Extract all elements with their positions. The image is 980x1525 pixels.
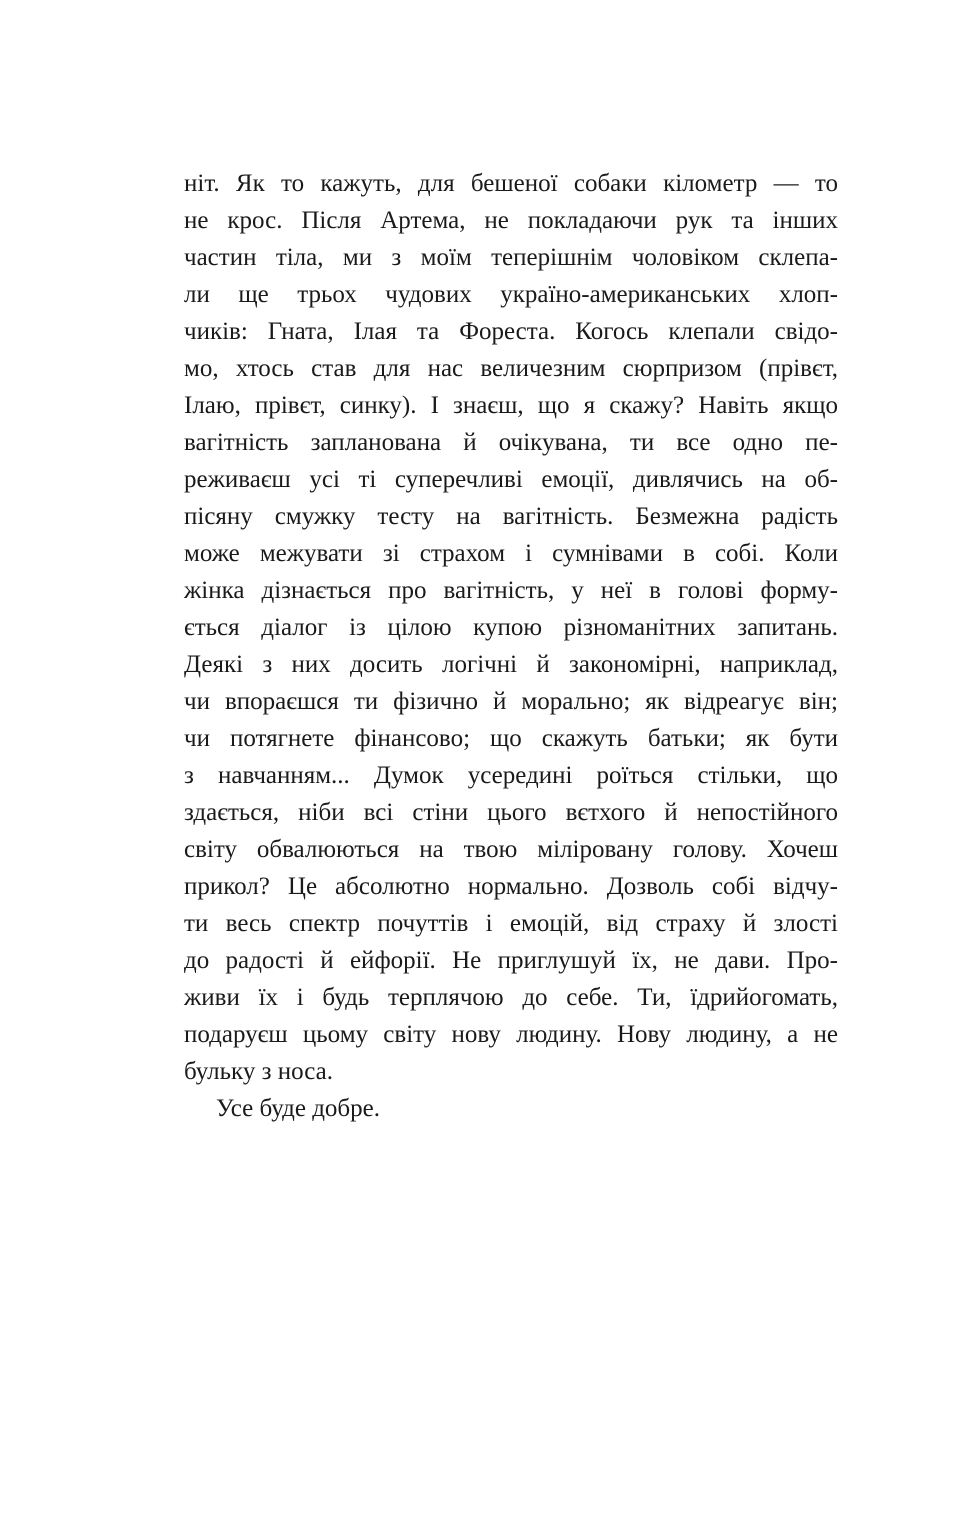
text-line-10: пісяну смужку тесту на вагітність. Безмежна радість (184, 503, 838, 530)
text-line-4: ли ще трьох чудових україно-американських хлоп- (184, 281, 838, 308)
text-line-22: до радості й ейфорії. Не приглушуй їх, не дави. Про- (184, 947, 838, 974)
text-line-25: бульку з носа. (184, 1058, 333, 1085)
text-line-13: ється діалог із цілою купою різноманітних запитань. (184, 614, 838, 641)
text-line-19: світу обвалюються на твою міліровану голову. Хочеш (184, 836, 838, 863)
text-line-16: чи потягнете фінансово; що скажуть батьки; як бути (184, 725, 838, 752)
text-line-18: здається, ніби всі стіни цього вєтхого й непостійного (184, 799, 838, 826)
text-line-7: Ілаю, прівєт, синку). І знаєш, що я скажу? Навіть якщо (184, 392, 838, 419)
text-line-1: ніт. Як то кажуть, для бешеної собаки кілометр — то (184, 170, 838, 197)
text-line-2: не крос. Після Артема, не покладаючи рук та інших (184, 207, 838, 234)
closing-line: Усе буде добре. (216, 1095, 380, 1122)
text-line-17: з навчанням... Думок усередині роїться стільки, що (184, 762, 838, 789)
text-line-20: прикол? Це абсолютно нормально. Дозволь собі відчу- (184, 873, 838, 900)
text-line-12: жінка дізнається про вагітність, у неї в голові форму- (184, 577, 838, 604)
text-line-8: вагітність запланована й очікувана, ти все одно пе- (184, 429, 838, 456)
text-line-15: чи впораєшся ти фізично й морально; як відреагує він; (184, 688, 838, 715)
text-line-3: частин тіла, ми з моїм теперішнім чоловіком склепа- (184, 244, 838, 271)
text-line-5: чиків: Гната, Ілая та Фореста. Когось клепали свідо- (184, 318, 838, 345)
text-line-14: Деякі з них досить логічні й закономірні, наприклад, (184, 651, 838, 678)
text-line-21: ти весь спектр почуттів і емоцій, від страху й злості (184, 910, 838, 937)
text-line-23: живи їх і будь терплячою до себе. Ти, їдрийогомать, (184, 984, 838, 1011)
text-line-11: може межувати зі страхом і сумнівами в собі. Коли (184, 540, 838, 567)
text-line-9: реживаєш усі ті суперечливі емоції, дивлячись на об- (184, 466, 838, 493)
text-line-6: мо, хтось став для нас величезним сюрпризом (прівєт, (184, 355, 838, 382)
text-line-24: подаруєш цьому світу нову людину. Нову людину, а не (184, 1021, 838, 1048)
body-text (184, 165, 838, 1127)
